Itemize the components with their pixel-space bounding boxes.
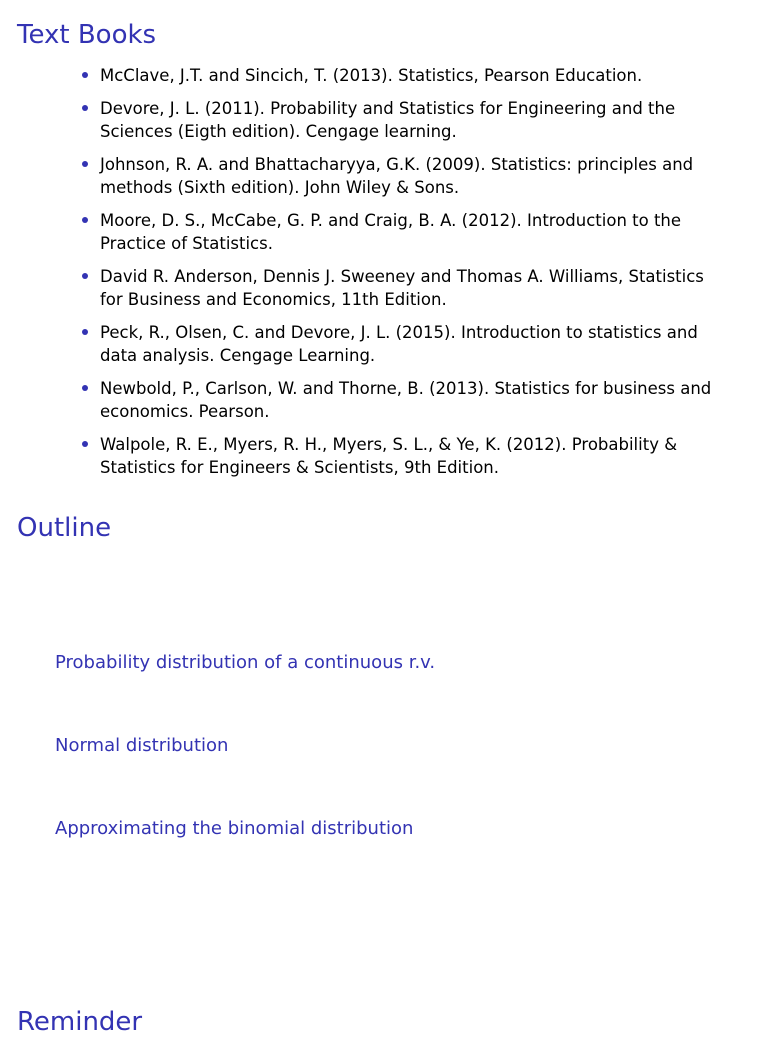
reference-item [79, 209, 719, 255]
reference-text: Devore, J. L. (2011). Probability and Statistics for Engineering and the Sciences (Eigth edition). Cengage learning. [100, 99, 676, 141]
reference-item [79, 321, 719, 367]
bullet-icon [82, 329, 88, 335]
bullet-icon [82, 161, 88, 167]
outline-link-continuous-rv[interactable]: Probability distribution of a continuous r.v. [55, 652, 436, 673]
outline-link-binomial-approximation[interactable]: Approximating the binomial distribution [55, 818, 414, 839]
reminder-heading: Reminder [17, 1007, 143, 1037]
reference-item [79, 97, 719, 143]
reference-text: McClave, J.T. and Sincich, T. (2013). Statistics, Pearson Education. [100, 66, 643, 85]
textbooks-heading: Text Books [17, 20, 157, 50]
reference-text: David R. Anderson, Dennis J. Sweeney and Thomas A. Williams, Statistics for Business and Economics, 11th Edition. [100, 267, 704, 309]
bullet-icon [82, 105, 88, 111]
reference-item [79, 433, 719, 479]
outline-link-normal-distribution[interactable]: Normal distribution [55, 735, 229, 756]
reference-item [79, 265, 719, 311]
reference-item [79, 64, 719, 87]
reference-text: Peck, R., Olsen, C. and Devore, J. L. (2015). Introduction to statistics and data analysis. Cengage Learning. [100, 323, 698, 365]
reference-list [79, 64, 719, 489]
reference-item [79, 153, 719, 199]
bullet-icon [82, 72, 88, 78]
reference-item [79, 377, 719, 423]
bullet-icon [82, 217, 88, 223]
reference-text: Newbold, P., Carlson, W. and Thorne, B. (2013). Statistics for business and economics. Pearson. [100, 379, 712, 421]
reference-text: Johnson, R. A. and Bhattacharyya, G.K. (2009). Statistics: principles and methods (Sixth edition). John Wiley & Sons. [100, 155, 694, 197]
outline-heading: Outline [17, 513, 112, 543]
bullet-icon [82, 273, 88, 279]
bullet-icon [82, 441, 88, 447]
reference-text: Walpole, R. E., Myers, R. H., Myers, S. L., & Ye, K. (2012). Probability & Statistics for Engineers & Scientists, 9th Edition. [100, 435, 678, 477]
bullet-icon [82, 385, 88, 391]
reference-text: Moore, D. S., McCabe, G. P. and Craig, B. A. (2012). Introduction to the Practice of Statistics. [100, 211, 682, 253]
